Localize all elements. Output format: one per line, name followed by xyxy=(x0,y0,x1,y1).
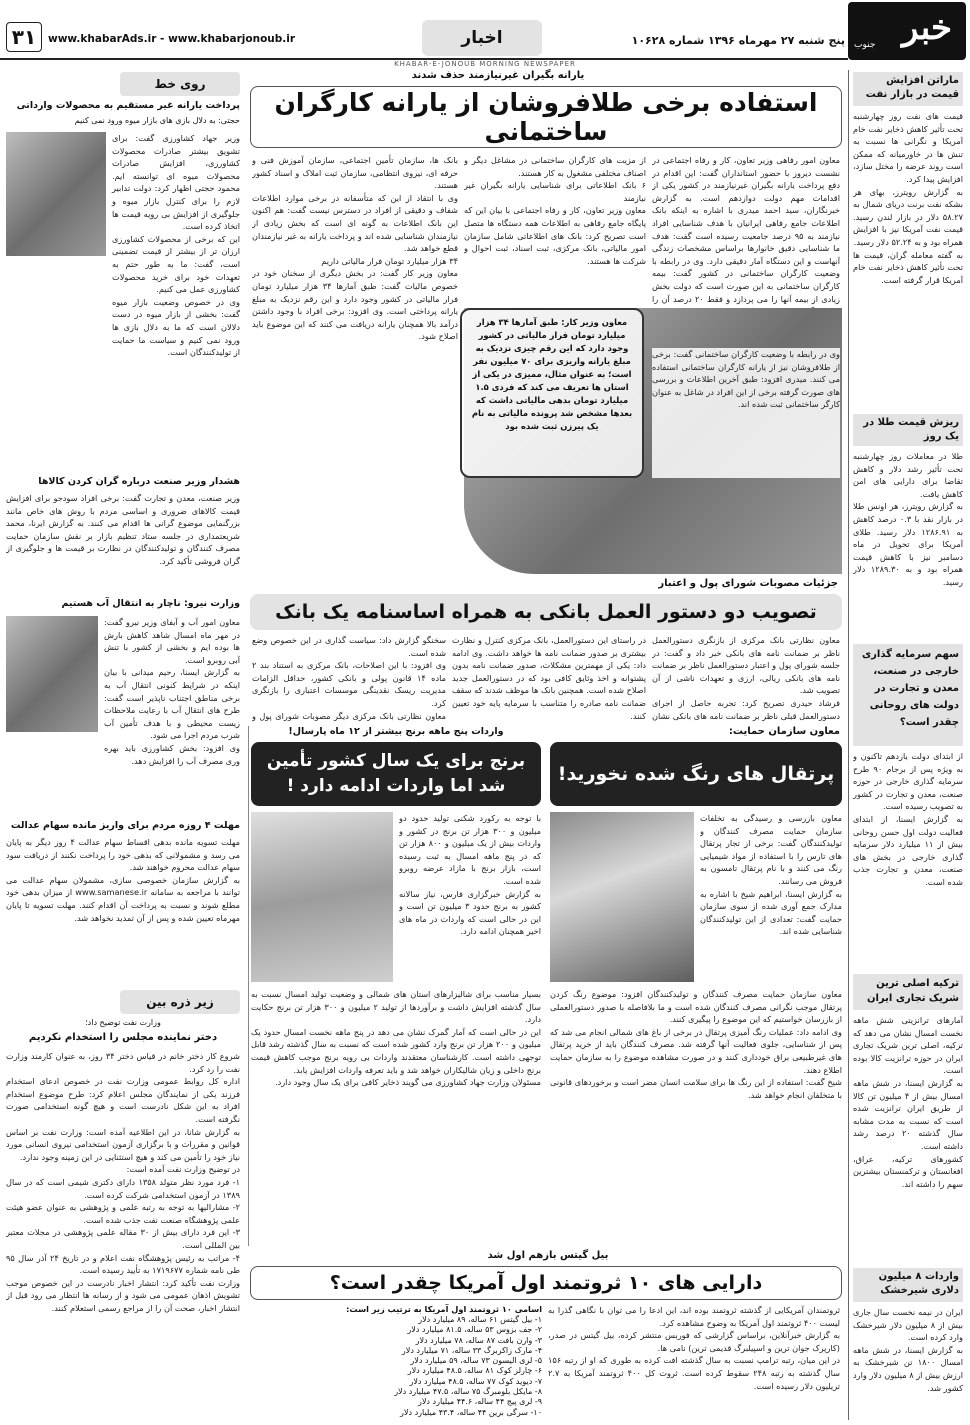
main-col1: معاون امور رفاهی وزیر تعاون، کار و رفاه اجتماعی در نشست دیروز با حضور استانداران گفت: این اقدام در دفع پرداخت یارانه بگیران غیرنیازمند در کشور یکی از اقدامات مهم دولت دوازدهم است. به گزارش خبرنگاران، سید احمد میدری با اشاره به اینکه بانک اطلاعات جامع رفاهی ایرانیان با هدف شناسایی افراد نیازمند به ۹۵ درصد جامعیت رسیده است گفت: هدف ما شناسایی دقیق خانوارها براساس مشخصات زندگی آنهاست و این دستگاه آمار دقیقی دارد. وی در رابطه با وضعیت کارگران ساختمانی در کشور گفت: بیمه کارگران ساختمانی به این صورت است که دولت بخش زیادی از بیمه آنها را می پردازد و فقط ۲۰ درصد آن را xyxy=(652,155,840,304)
orange-col1: معاون بازرسی و رسیدگی به تخلفات سازمان حمایت مصرف کنندگان و تولیدکنندگان گفت: برخی از تجار پرتقال های تارس را با استفاده از مواد شیمیایی رنگ می کنند و با نام پرتقال تامسون به فروش می رسانند. به گزارش ایسنا، ابراهیم شیخ با اشاره به مدارک جمع آوری شده از سوی سازمان حمایت گفت: تعدادی از این تولیدکنندگان شناسایی شده اند. xyxy=(700,813,842,937)
pull-quote-box xyxy=(460,308,644,478)
gates-headline-box xyxy=(250,1266,842,1300)
orange-story xyxy=(548,726,844,1246)
rice-headline-box xyxy=(251,742,541,806)
bank-col3: سخنگو گزارش داد: سیاست گذاری در این خصوص وضع شده است. وی افزود: با این اصلاحات، بانک مرکزی به استناد بند ۲ ماده ۱۴ قانون پولی و بانکی کشور، حداقل الزامات مدیریت ریسک نقدینگی موسسات اعتباری را بازنگری کرد. معاون نظارتی بانک مرکزی دیگر مصوبات شورای پول و xyxy=(252,635,446,721)
gates-kicker: بیل گیتس بازهم اول شد xyxy=(487,1250,609,1261)
latin-banner: KHABAR-E-JONOUB MORNING NEWSPAPER xyxy=(394,60,576,68)
oil-ministry-kicker: وزارت نفت توضیح داد؛ xyxy=(85,1018,161,1027)
gates-col1: ثروتمندان آمریکایی از گذشته ثروتمند بوده اند، این ادعا را می توان با نگاهی گذرا به لیست ۴۰۰ ثروتمند اول آمریکا به وضوح مشاهده کرد. به گزارش خبرآنلاین، براساس گزارشی که فوربس منتشر کرده، بیل گیتس در صدر، (کارپرک جوان ترین و اسپیلبرگ قدیمی ترین) نامی ها. در این میان، رتبه ترامپ نسبت به سال گذشته افت کرده به طوری که او از رتبه ۱۵۶ سال گذشته به رتبه ۲۴۸ سقوط کرده است. ثروت کل ۴۰۰ ثروتمند آمریکا به ۲.۷ تریلیون دلار رسیده است. xyxy=(548,1305,840,1391)
pull-quote: معاون وزیر کار: طبق آمارها ۳۴ هزار میلیارد تومان فرار مالیاتی در کشور وجود دارد که این رقم چیزی نزدیک به مبلغ یارانه واریزی برای ۷۰ میلیون نفر است؛ به عنوان مثال، ممیزی در یکی از استان ها تعریف می کند که فردی ۱.۵ میلیارد تومان بدهی مالیاتی داشت که بعدها مشخص شد پرونده مالیاتی به نام یک پیرزن ثبت شده بود xyxy=(471,317,633,431)
equity-title: مهلت ۴ روزه مردم برای واریز مانده سهام عدالت xyxy=(10,820,240,831)
gates-headline: دارایی های ۱۰ ثروتمند اول آمریکا چقدر است؟ xyxy=(329,1272,763,1294)
equity-text: مهلت تسویه مانده بدهی اقساط سهام عدالت ۴ روز دیگر به پایان می رسد و مشمولانی که بدهی خود را پرداخت نکنند از دریافت سود سهام عدالت محروم خواهند شد. به گزارش سازمان خصوصی سازی، مشمولان سهام عدالت می توانند با مراجعه به سامانه www.samanese.ir از میزان بدهی خود مطلع شوند و نسبت به پرداخت آن اقدام کنند. مهلت تسویه تا پایان مهرماه تعیین شده و پس از آن تمدید نخواهد شد. xyxy=(6,837,240,923)
page-number: ۳۱ xyxy=(11,25,37,49)
milk-text: ایران در نیمه نخست سال جاری بیش از ۸ میلیون دلار شیرخشک وارد کرده است. به گزارش ایسنا، در شش ماهه امسال ۱۸۰۰ تن شیرخشک به ارزش بیش از ۸ میلیون دلار وارد کشور شد. xyxy=(853,1307,963,1393)
gold-text: طلا در معاملات روز چهارشنبه تحت تأثیر رشد دلار و کاهش تقاضا برای دارایی های امن کاهش یافت. به گزارش رویترز، هر اونس طلا در بازار نقد با ۰.۳ درصد کاهش به ۱۲۸۶.۹۱ دلار رسید. طلای آمریکا برای تحویل در ماه دسامبر نیز با کاهش قیمت همراه بود و به ۱۲۸۹.۳۰ دلار رسید. xyxy=(853,451,963,587)
turkey-text: آمارهای ترانزیتی شش ماهه نخست امسال نشان می دهد که ترکیه، اصلی ترین شریک تجاری ایران در حوزه ترانزیت کالا بوده است. به گزارش ایسنا، در شش ماهه امسال بیش از ۴ میلیون تن کالا از طریق ایران ترانزیت شده است که نسبت به مدت مشابه سال گذشته ۲۰ درصد رشد داشته است. کشورهای ترکیه، عراق، افغانستان و ترکمنستان بیشترین سهم را داشته اند. xyxy=(853,1015,963,1189)
rich-list xyxy=(252,1304,542,1420)
oil-title: ماراتن افزایش قیمت در بازار نفت xyxy=(853,72,963,106)
masthead xyxy=(0,0,970,68)
main-col2: از مزیت های کارگران ساختمانی در مشاغل دیگر و اصناف مختلفی مشغول به کار هستند. ۶ بانک اطلاعاتی برای شناسایی یارانه بگیران غیر نیازمند معاون وزیر تعاون، کار و رفاه اجتماعی با بیان این که پایگاه جامع رفاهی به اطلاعات همه دستگاه ها متصل است تصریح کرد: بانک های اطلاعاتی شامل سازمان امور مالیاتی، بانک مرکزی، ثبت اسناد، ثبت احوال و شرکت ها هستند. xyxy=(464,155,646,266)
date-line: پنج شنبه ۲۷ مهرماه ۱۳۹۶ شماره ۱۰۶۲۸ xyxy=(631,34,845,47)
orange-headline: پرتقال های رنگ شده نخورید! xyxy=(557,763,835,785)
investment-text: از ابتدای دولت یازدهم تاکنون و به ویژه پس از برجام ۹۰ طرح سرمایه گذاری خارجی در حوزه صنعت، معدن و تجارت در کشور به تصویب رسیده است. به گزارش ایسنا، از ابتدای فعالیت دولت اول حسن روحانی بیش از ۱۱ میلیارد دلار سرمایه گذاری خارجی در بخش های صنعت، معدن و تجارت جذب شده است. xyxy=(853,751,963,887)
gold-title: ریزش قیمت طلا در یک روز xyxy=(853,414,963,446)
oil-text: قیمت های نفت روز چهارشنبه تحت تأثیر کاهش ذخایر نفت خام آمریکا و نگرانی ها نسبت به تنش ها در خاورمیانه که ممکن است روند عرضه را مختل سازد، افزایش پیدا کرد. به گزارش رویترز، بهای هر بشکه نفت برنت دریای شمال به ۵۸.۲۷ دلار در بازار لندن رسید. قیمت نفت آمریکا نیز با افزایش همراه بود و به ۵۲.۲۴ دلار رسید. به گفته معامله گران، قیمت ها تحت تأثیر کاهش ذخایر نفت خام آمریکا قرار گرفته است. xyxy=(853,111,963,285)
rich-list-item: ۵- لری الیسون ۷۳ ساله، ۵۹ میلیارد دلار xyxy=(410,1356,542,1366)
orange-headline-box xyxy=(550,742,842,806)
websites: www.khabarAds.ir - www.khabarjonoub.ir xyxy=(48,33,296,45)
rich-list-item: ۴- مارک زاکربرگ ۳۳ ساله، ۷۱ میلیارد دلار xyxy=(401,1345,542,1355)
newspaper-logo xyxy=(848,2,966,64)
industry-title: هشدار وزیر صنعت درباره گران کردن کالاها xyxy=(38,476,240,487)
rich-list-item: ۷- دیوید کوک ۷۷ ساله، ۴۸.۵ میلیارد دلار xyxy=(409,1376,542,1386)
oil-ministry-title: دختر نماینده مجلس را استخدام نکردیم xyxy=(28,1032,218,1043)
bank-headline-box xyxy=(250,594,842,630)
rice-headline: برنج برای یک سال کشور تأمین شد اما واردات ادامه دارد ! xyxy=(266,751,526,796)
main-story xyxy=(248,70,844,575)
milk-title: واردات ۸ میلیون دلاری شیرخشک xyxy=(853,1268,963,1302)
rice-col2: بسیار مناسب برای شالیزارهای استان های شمالی و وضعیت تولید امسال نسبت به سال گذشته افزایش داشت و برآوردها از تولید ۲ میلیون و ۳۰۰ هزار تن برنج حکایت دارد. این در حالی است که آمار گمرک نشان می دهد در پنج ماهه نخست امسال حدود یک میلیون و ۲۰۰ هزار تن برنج وارد کشور شده است که نسبت به سال گذشته رشد قابل توجهی داشته است. کارشناسان معتقدند واردات بی رویه برنج موجب کاهش قیمت برنج داخلی و زیان شالیکاران خواهد شد و باید تعرفه واردات افزایش یابد. مسئولان وزارت جهاد کشاورزی می گویند ذخایر کافی برای یک سال وجود دارد. xyxy=(251,989,541,1088)
water-title: وزارت نیرو: ناچار به انتقال آب هستیم xyxy=(61,598,240,609)
rich-list-item: ۳- وارن بافت ۸۷ ساله، ۷۸ میلیارد دلار xyxy=(415,1335,542,1345)
orange-col2: معاون سازمان حمایت مصرف کنندگان و تولیدکنندگان افزود: موضوع رنگ کردن پرتقال موجب نگرانی مصرف کنندگان شده است و ما بلافاصله با صدور دستورالعملی از بازرسان خواستیم که این موضوع را پیگیری کنند. وی ادامه داد: عملیات رنگ آمیزی پرتقال در برخی از باغ های شمالی انجام می شد که پس از شناسایی، جلوی فعالیت آنها گرفته شد. مصرف کنندگان باید از خرید پرتقال های غیرطبیعی براق خودداری کنند و در صورت مشاهده موضوع را به سازمان حمایت اطلاع دهند. شیخ گفت: استفاده از این رنگ ها برای سلامت انسان مضر است و برخوردهای قانونی با متخلفان انجام خواهد شد. xyxy=(550,989,842,1100)
left-column xyxy=(4,70,244,1420)
section-tab xyxy=(422,20,542,56)
rich-list-item: ۱- بیل گیتس ۶۱ ساله، ۸۹ میلیارد دلار xyxy=(418,1315,542,1324)
gates-story xyxy=(248,1250,844,1422)
bank-headline: تصویب دو دستور العمل بانکی به همراه اساسنامه یک بانک xyxy=(275,601,817,623)
section-label-online: روی خط xyxy=(120,72,240,96)
rice-kicker: واردات پنج ماهه برنج بیشتر از ۱۲ ماه پارسال! xyxy=(288,726,504,737)
logo-small: جنوب xyxy=(854,40,876,50)
page-number-box xyxy=(6,22,42,52)
bank-kicker: جزئیات مصوبات شورای پول و اعتبار xyxy=(658,578,838,589)
bank-col1: معاون نظارتی بانک مرکزی از بازنگری دستورالعمل ناظر بر ضمانت نامه های بانکی خبر داد و گفت: در جلسه شورای پول و اعتبار دستورالعمل ناظر بر ضمانت نامه های بانکی ریالی، ارزی و تعهدات ناشی از آن تصویب شد. فرشاد حیدری تصریح کرد: تجربه حاصل از اجرای دستورالعمل قبلی ناظر بر ضمانت نامه های بانکی نشان xyxy=(652,635,840,721)
main-col3: بانک ها، سازمان تأمین اجتماعی، سازمان آموزش فنی و حرفه ای، نیروی انتظامی، سازمان ثبت املاک و اسناد کشور هستند. وی با انتقاد از این که متأسفانه در برخی موارد اطلاعات شفاف و دقیقی از افراد در دسترس نیست گفت: هم اکنون این بانک اطلاعات به گونه ای است که بخش زیادی از نیازمندان شناسایی شده اند و پرداخت یارانه به غیر نیازمندان قطع خواهد شد. ۳۴ هزار میلیارد تومان فرار مالیاتی داریم معاون وزیر کار گفت: در بخش دیگری از سخنان خود در خصوص مالیات گفت: طبق آمارها ۳۴ هزار میلیارد تومان فرار مالیاتی در کشور وجود دارد و این رقم نزدیک به مبلغ یارانه پرداختی است. وی افزود: برخی افراد با وجود داشتن درآمد بالا همچنان یارانه دریافت می کنند که این موضوع باید اصلاح شود. xyxy=(252,155,458,342)
bank-story xyxy=(248,578,844,723)
rice-col1: با توجه به رکورد شکنی تولید حدود دو میلیون و ۳۰۰ هزار تن برنج در کشور و واردات بیش از یک میلیون و ۸۰۰ هزار تن که در پنج ماهه امسال به ثبت رسیده است، بازار برنج با مازاد عرضه روبرو شده است. به گزارش خبرگزاری فارس، نیاز سالانه کشور به برنج حدود ۳ میلیون تن است و این در حالی است که واردات در ماه های اخیر همچنان ادامه دارد. xyxy=(399,813,541,937)
rice-photo xyxy=(251,812,393,982)
rich-list-item: ۸- مایکل بلومبرگ ۷۵ ساله، ۴۷.۵ میلیارد دلار xyxy=(394,1387,542,1397)
orange-photo xyxy=(550,812,694,982)
investment-title: سهم سرمایه گذاری خارجی در صنعت، معدن و تجارت در دولت های روحانی چقدر است؟ xyxy=(853,644,963,746)
rich-list-item: ۶- چارلز کوک ۸۱ ساله، ۴۸.۵ میلیارد دلار xyxy=(407,1366,542,1376)
turkey-title: ترکیه اصلی ترین شریک تجاری ایران xyxy=(853,974,963,1010)
main-kicker: یارانه بگیران غیرنیازمند حذف شدند xyxy=(411,70,585,81)
right-news-column xyxy=(848,70,966,1420)
rich-list-item: ۱۰- سرگی برین ۴۴ ساله، ۴۳.۴ میلیارد دلار xyxy=(400,1407,542,1417)
rich-list-item: ۲- جف بزوس ۵۳ ساله، ۸۱.۵ میلیارد دلار xyxy=(407,1325,542,1335)
section-label-magnifier: زیر ذره بین xyxy=(120,990,240,1014)
subsidy-title: پرداخت یارانه غیر مستقیم به محصولات وارداتی xyxy=(16,100,240,111)
main-headline: استفاده برخی طلافروشان از یارانه کارگران ساختمانی xyxy=(274,88,818,146)
rice-story xyxy=(248,726,544,1246)
oil-ministry-text: شروع کار دختر خانم در قیاس دختر ۳۴ روز، به عنوان کارمند وزارت نفت را رد کرد. اداره کل روابط عمومی وزارت نفت در خصوص ادعای استخدام فرزند یکی از نمایندگان مجلس اعلام کرد: طرح موضوع استخدام افراد به این شکل نادرست است و هیچ گونه استخدامی صورت نگرفته است. به گزارش شانا، در این اطلاعیه آمده است: وزارت نفت بر اساس قوانین و مقررات و با برگزاری آزمون استخدامی نیروی انسانی مورد نیاز خود را تأمین می کند و هیچ استثنایی در این زمینه وجود ندارد. در توضیح وزارت نفت آمده است: ۱- فرد مورد نظر متولد ۱۳۵۸ دارای دکتری شیمی است که در سال ۱۳۸۹ در آزمون استخدامی شرکت کرده است. ۲- مشارالیها به توجه به رتبه علمی و پژوهشی به عنوان عضو هیئت علمی پژوهشگاه صنعت نفت جذب شده است. ۳- این فرد دارای بیش از ۳۰ مقاله علمی پژوهشی در مجلات معتبر بین المللی است. ۴- مراتب به رئیس پژوهشگاه نفت اعلام و در تاریخ ۲۴ آذر سال ۹۵ طی نامه شماره ۱۷۱۹۶۷۷ به تأیید رسیده است. وزارت نفت تأکید کرد: انتشار اخبار نادرست در این خصوص موجب تشویش اذهان عمومی می شود و از رسانه ها انتظار می رود قبل از انتشار اخبار، صحت آن را از مراجع رسمی استعلام کنند. xyxy=(6,1051,240,1313)
rich-list-items xyxy=(252,1315,542,1418)
orange-kicker: معاون سازمان حمایت: xyxy=(728,726,840,737)
rich-list-intro: اسامی ۱۰ ثروتمند اول آمریکا به ترتیب زیر است: xyxy=(346,1304,542,1314)
rich-list-item: ۹- لری پیج ۴۴ ساله، ۴۴.۶ میلیارد دلار xyxy=(417,1397,542,1407)
water-text: معاون امور آب و آبفای وزیر نیرو گفت: در مهر ماه امسال شاهد کاهش بارش ها بوده ایم و بخشی از کشور با تنش آبی روبرو است. به گزارش ایسنا، رحیم میدانی با بیان اینکه در شرایط کنونی انتقال آب به برخی مناطق اجتناب ناپذیر است گفت: طرح های انتقال آب با رعایت ملاحظات زیست محیطی و با هدف تأمین آب شرب مردم اجرا می شود. وی افزود: بخش کشاورزی باید بهره وری مصرف آب را افزایش دهد. xyxy=(104,617,240,766)
logo-text: خبر xyxy=(901,8,952,48)
main-headline-box xyxy=(250,86,842,148)
main-left-col: وی در رابطه با وضعیت کارگران ساختمانی گفت: برخی از طلافروشان نیز از یارانه کارگران ساختمانی استفاده می کنند. میدری افزود: طبق آخرین اطلاعات و بررسی های صورت گرفته برخی از این افراد در شاغل به عنوان کارگر ساختمانی ثبت شده اند. xyxy=(652,348,840,478)
bank-col2: در راستای این دستورالعمل، بانک مرکزی کنترل و نظارت بیشتری بر صدور ضمانت نامه ها خواهد داشت. وی ادامه داد: یکی از مهمترین مشکلات، صدور ضمانت نامه بدون پشتوانه و اخذ وثایق کافی بود که در دستورالعمل جدید اصلاح شده است. همچنین بانک ها موظف شدند که سقف ضمانت نامه صادره را متناسب با سرمایه پایه خود تعیین کنند. xyxy=(452,635,646,721)
subsidy-text: وزیر جهاد کشاورزی گفت: برای تشویق بیشتر صادرات محصولات کشاورزی، افزایش صادرات محصولات میوه ای توانسته ایم. محمود حجتی اظهار کرد: دولت تدابیر لازم را برای کنترل بازار میوه و جلوگیری از افزایش بی رویه قیمت ها اتخاذ کرده است. این که برخی از محصولات کشاورزی ارزان تر از بیشتر از قیمت تضمینی است، گفت: ما به طور حتم به تعهدات خود برای خرید محصولات کشاورزی عمل می کنیم. وی در خصوص وضعیت بازار میوه گفت: بخشی از بازار میوه در دست دلالان است که ما به دلال بازی ها ورود نمی کنیم و سیاست ما حمایت از تولیدکنندگان است. xyxy=(112,133,240,358)
subsidy-sub: حجتی: به دلال بازی های بازار میوه ورود نمی کنیم xyxy=(74,116,240,125)
industry-text: وزیر صنعت، معدن و تجارت گفت: برخی افراد سودجو برای افزایش قیمت کالاهای ضروری و اساسی مردم با روش های خاص مانند بزرگنمایی موضوع گرانی ها اقدام می کنند. به گزارش ایرنا، محمد شریعتمداری در جلسه ستاد تنظیم بازار بر نقش سازمان حمایت مصرف کنندگان و تولیدکنندگان در نظارت بر قیمت ها و جلوگیری از گران فروشی تأکید کرد. xyxy=(6,493,240,566)
section-label: اخبار xyxy=(461,28,503,48)
